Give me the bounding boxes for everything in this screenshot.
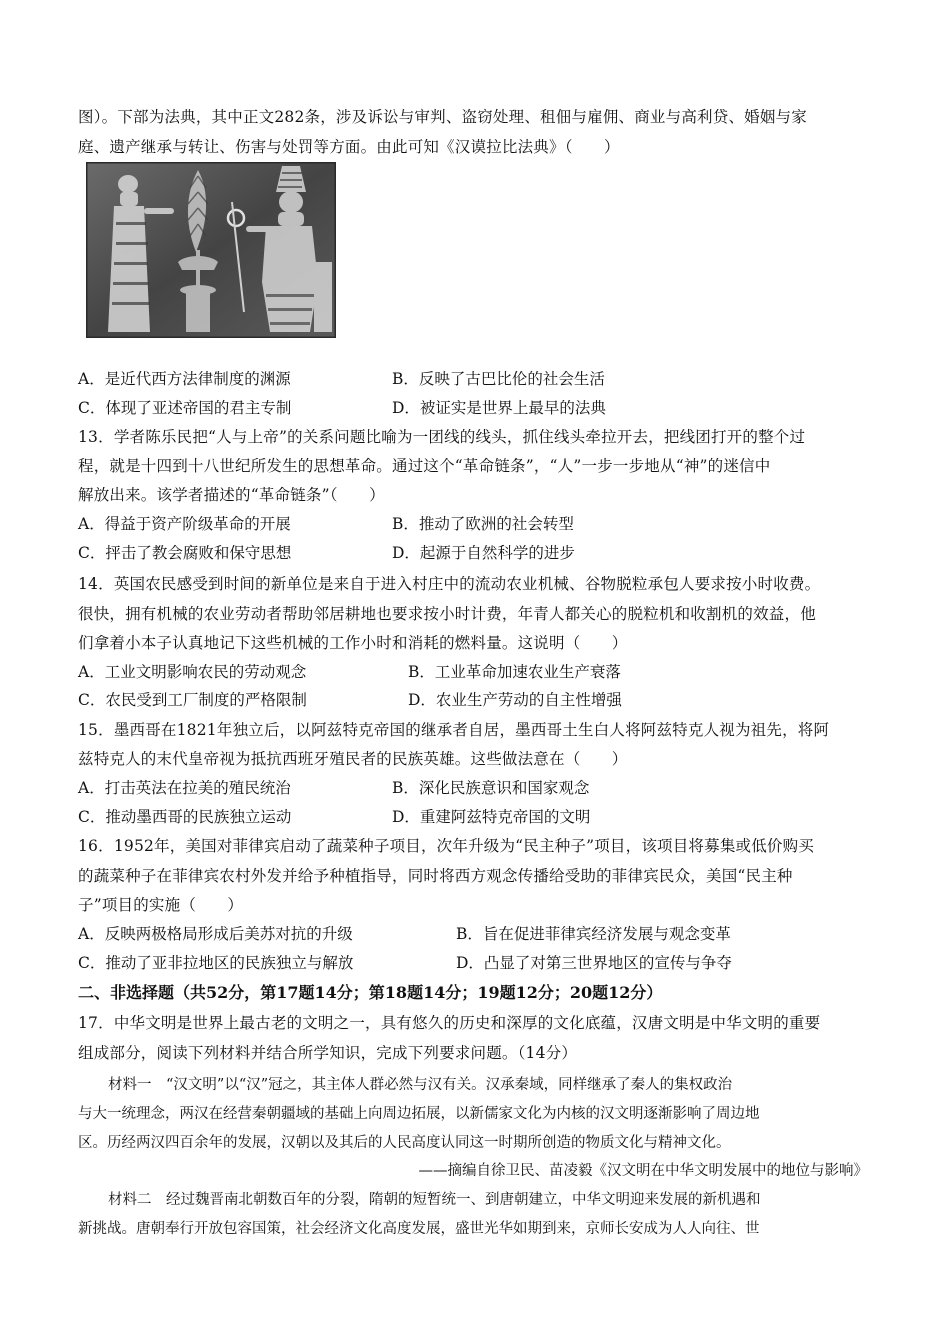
hammurabi-relief-image: [86, 162, 336, 338]
q13-option-d[interactable]: D．起源于自然科学的进步: [392, 544, 575, 562]
q12-option-d[interactable]: D．被证实是世界上最早的法典: [392, 399, 606, 417]
q16-line1: 16．1952年，美国对菲律宾启动了蔬菜种子项目，次年升级为“民主种子”项目，该项目将募集或低价购买: [78, 837, 815, 855]
q14-option-b[interactable]: B．工业革命加速农业生产衰落: [408, 663, 621, 681]
material-1-source: ——摘编自徐卫民、苗凌毅《汉文明在中华文明发展中的地位与影响》: [418, 1163, 868, 1179]
material-1-line2: 与大一统理念，两汉在经营秦朝疆域的基础上向周边拓展，以新儒家文化为内核的汉文明逐渐影响了周边地: [78, 1106, 760, 1122]
q15-line2: 兹特克人的末代皇帝视为抵抗西班牙殖民者的民族英雄。这些做法意在（ ）: [78, 750, 628, 768]
q12-option-b[interactable]: B．反映了古巴比伦的社会生活: [392, 370, 605, 388]
material-1-line1: 材料一 “汉文明”以“汉”冠之，其主体人群必然与汉有关。汉承秦域，同样继承了秦人的集权政治: [108, 1077, 733, 1093]
q14-line1: 14．英国农民感受到时间的新单位是来自于进入村庄中的流动农业机械、谷物脱粒承包人要求按小时收费。: [78, 575, 821, 593]
q14-option-a[interactable]: A．工业文明影响农民的劳动观念: [78, 663, 307, 681]
q14-line3: 们拿着小本子认真地记下这些机械的工作小时和消耗的燃料量。这说明（ ）: [78, 634, 628, 652]
q15-option-a[interactable]: A．打击英法在拉美的殖民统治: [78, 779, 291, 797]
q13-option-b[interactable]: B．推动了欧洲的社会转型: [392, 515, 574, 533]
q16-option-b[interactable]: B．旨在促进菲律宾经济发展与观念变革: [456, 925, 731, 943]
q16-option-d[interactable]: D．凸显了对第三世界地区的宣传与争夺: [456, 954, 732, 972]
q17-line2: 组成部分，阅读下列材料并结合所学知识，完成下列要求问题。（14分）: [78, 1044, 578, 1062]
q12-line2: 庭、遗产继承与转让、伤害与处罚等方面。由此可知《汉谟拉比法典》（ ）: [78, 138, 620, 156]
q16-line3: 子”项目的实施（ ）: [78, 896, 244, 914]
q13-option-a[interactable]: A．得益于资产阶级革命的开展: [78, 515, 291, 533]
q13-line3: 解放出来。该学者描述的“革命链条”（ ）: [78, 486, 385, 504]
q16-line2: 的蔬菜种子在菲律宾农村外发并给予种植指导，同时将西方观念传播给受助的菲律宾民众，美国“民主种: [78, 867, 793, 885]
q13-line1: 13．学者陈乐民把“人与上帝”的关系问题比喻为一团线的线头，抓住线头牵拉开去，把线团打开的整个过: [78, 428, 806, 446]
q15-option-b[interactable]: B．深化民族意识和国家观念: [392, 779, 590, 797]
material-1-line3: 区。历经两汉四百余年的发展，汉朝以及其后的人民高度认同这一时期所创造的物质文化与精神文化。: [78, 1135, 731, 1151]
q13-option-c[interactable]: C．抨击了教会腐败和保守思想: [78, 544, 292, 562]
q12-option-a[interactable]: A．是近代西方法律制度的渊源: [78, 370, 291, 388]
q14-option-d[interactable]: D．农业生产劳动的自主性增强: [408, 691, 622, 709]
q12-option-c[interactable]: C．体现了亚述帝国的君主专制: [78, 399, 292, 417]
material-2-line1: 材料二 经过魏晋南北朝数百年的分裂，隋朝的短暂统一、到唐朝建立，中华文明迎来发展的新机遇和: [108, 1192, 761, 1208]
q15-option-c[interactable]: C．推动墨西哥的民族独立运动: [78, 808, 292, 826]
q16-option-c[interactable]: C．推动了亚非拉地区的民族独立与解放: [78, 954, 354, 972]
q12-line1: 图）。下部为法典，其中正文282条，涉及诉讼与审判、盗窃处理、租佃与雇佣、商业与高利贷、婚姻与家: [78, 108, 807, 126]
q14-option-c[interactable]: C．农民受到工厂制度的严格限制: [78, 691, 307, 709]
q16-option-a[interactable]: A．反映两极格局形成后美苏对抗的升级: [78, 925, 353, 943]
material-2-line2: 新挑战。唐朝奉行开放包容国策，社会经济文化高度发展，盛世光华如期到来，京师长安成为人人向往、世: [78, 1221, 760, 1237]
q15-line1: 15．墨西哥在1821年独立后，以阿兹特克帝国的继承者自居，墨西哥土生白人将阿兹特克人视为祖先，将阿: [78, 721, 830, 739]
section-heading: 二、非选择题（共52分，第17题14分；第18题14分；19题12分；20题12分）: [78, 983, 663, 1002]
q15-option-d[interactable]: D．重建阿兹特克帝国的文明: [392, 808, 591, 826]
q14-line2: 很快，拥有机械的农业劳动者帮助邻居耕地也要求按小时计费，年青人都关心的脱粒机和收割机的效益，他: [78, 605, 816, 623]
q13-line2: 程，就是十四到十八世纪所发生的思想革命。通过这个“革命链条”，“人”一步一步地从“神”的迷信中: [78, 457, 771, 475]
q17-line1: 17．中华文明是世界上最古老的文明之一，具有悠久的历史和深厚的文化底蕴，汉唐文明是中华文明的重要: [78, 1014, 821, 1032]
